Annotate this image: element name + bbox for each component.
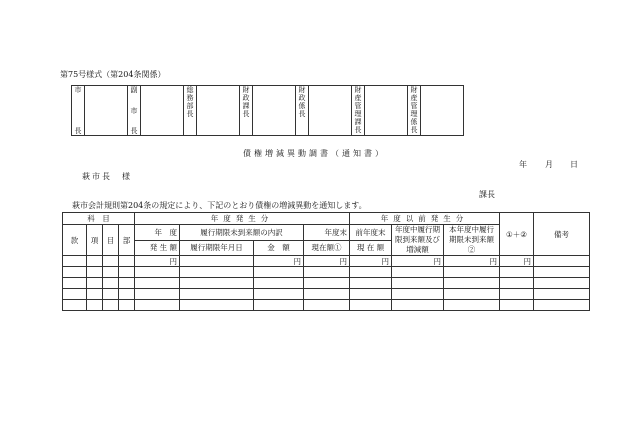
approval-label-char: 理	[410, 110, 418, 118]
approval-box-property-sub[interactable]	[421, 86, 464, 136]
approval-label-char: 財	[298, 86, 306, 94]
approval-label-char: 管	[354, 102, 362, 110]
approval-label-finance-chief	[240, 86, 253, 136]
approval-label-mayor	[72, 86, 85, 136]
header-nendomatsu-2: 現在額①	[304, 240, 350, 256]
approval-label-char: 長	[74, 127, 82, 135]
approval-label-char: 課	[354, 118, 362, 126]
approval-label-char: 政	[242, 94, 250, 102]
approval-label-char: 係	[410, 118, 418, 126]
header-nendo-izen: 年度以前発生分	[350, 213, 500, 225]
header-hon-nendo: 本年度中履行期限未到来額②	[444, 225, 500, 256]
approval-label-char: 長	[410, 126, 418, 134]
approval-label-char: 政	[298, 94, 306, 102]
approval-label-finance-sub	[296, 86, 309, 136]
approval-label-char: 副	[130, 86, 138, 94]
unit-yen: 円	[304, 256, 350, 267]
table-row	[63, 300, 590, 311]
unit-yen: 円	[392, 256, 444, 267]
header-nendo-hassei-gaku-1: 年 度	[135, 225, 180, 241]
unit-yen: 円	[135, 256, 180, 267]
cell-bu-1[interactable]	[119, 256, 135, 267]
cell-biko-1[interactable]	[534, 256, 590, 267]
approval-label-char: 理	[354, 110, 362, 118]
header-nendo-hassei: 年度発生分	[135, 213, 350, 225]
approval-label-char: 市	[130, 106, 138, 115]
unit-yen: 円	[254, 256, 304, 267]
approval-label-char: 市	[74, 86, 82, 94]
approval-label-char: 務	[186, 94, 194, 102]
approval-label-char: 課	[242, 102, 250, 110]
approval-label-char: 長	[354, 126, 362, 134]
header-nendochu: 年度中履行期限到来額及び増減額	[392, 225, 444, 256]
approval-box-mayor[interactable]	[85, 86, 128, 136]
header-nendomatsu-1: 年度末	[304, 225, 350, 241]
header-kan: 款	[63, 225, 87, 256]
approval-label-char: 総	[186, 86, 194, 94]
approval-label-char: 長	[298, 110, 306, 118]
approval-label-property-sub	[408, 86, 421, 136]
approval-label-char: 長	[186, 110, 194, 118]
date-year: 年	[519, 160, 527, 169]
approval-label-char: 産	[410, 94, 418, 102]
date-day: 日	[570, 160, 578, 169]
header-bu: 部	[119, 225, 135, 256]
approval-box-finance-chief[interactable]	[253, 86, 296, 136]
header-kou: 項	[87, 225, 103, 256]
header-zen-nendomatsu-2: 現 在 額	[350, 240, 392, 256]
header-kingaku: 金 額	[254, 240, 304, 256]
approval-label-char: 財	[410, 86, 418, 94]
sender-title: 課長	[479, 190, 495, 199]
approval-label-char: 部	[186, 102, 194, 110]
addressee: 萩市長 様	[82, 172, 132, 181]
approval-box-property-chief[interactable]	[365, 86, 408, 136]
approval-label-vice-mayor	[128, 86, 141, 136]
header-utiwake: 履行期限未到来額の内訳	[180, 225, 304, 241]
form-number: 第75号様式（第204条関係）	[60, 70, 166, 79]
approval-box-vice-mayor[interactable]	[141, 86, 184, 136]
approval-label-char: 係	[298, 102, 306, 110]
unit-yen: 円	[500, 256, 534, 267]
approval-label-char: 長	[242, 110, 250, 118]
approval-stamp-table	[71, 85, 464, 136]
approval-box-finance-sub[interactable]	[309, 86, 352, 136]
intro-text: 萩市会計規則第204条の規定により、下記のとおり債権の増減異動を通知します。	[72, 201, 367, 210]
cell-kan-1[interactable]	[63, 256, 87, 267]
header-moku: 目	[103, 225, 119, 256]
header-zen-nendomatsu-1: 前年度末	[350, 225, 392, 241]
approval-label-char: 財	[242, 86, 250, 94]
table-row	[63, 289, 590, 300]
header-biko: 備考	[534, 213, 590, 256]
approval-label-property-chief	[352, 86, 365, 136]
table-row-unit	[63, 256, 590, 267]
approval-label-char: 産	[354, 94, 362, 102]
approval-label-general-affairs	[184, 86, 197, 136]
date-month: 月	[545, 160, 553, 169]
table-row	[63, 267, 590, 278]
change-report-table	[62, 212, 590, 311]
header-sum: ①＋②	[500, 213, 534, 256]
header-rikou-kigen: 履行期限年月日	[180, 240, 254, 256]
cell-moku-1[interactable]	[103, 256, 119, 267]
approval-box-general-affairs[interactable]	[197, 86, 240, 136]
cell-kou-1[interactable]	[87, 256, 103, 267]
cell-rikou-kigen-1[interactable]	[180, 256, 254, 267]
table-row	[63, 278, 590, 289]
unit-yen: 円	[350, 256, 392, 267]
header-nendo-hassei-gaku-2: 発 生 額	[135, 240, 180, 256]
unit-yen: 円	[444, 256, 500, 267]
approval-label-char: 管	[410, 102, 418, 110]
header-kamoku: 科 目	[63, 213, 135, 225]
document-title: 債権増減異動調書（通知書）	[243, 149, 386, 158]
approval-label-char: 財	[354, 86, 362, 94]
approval-label-char: 長	[130, 127, 138, 135]
